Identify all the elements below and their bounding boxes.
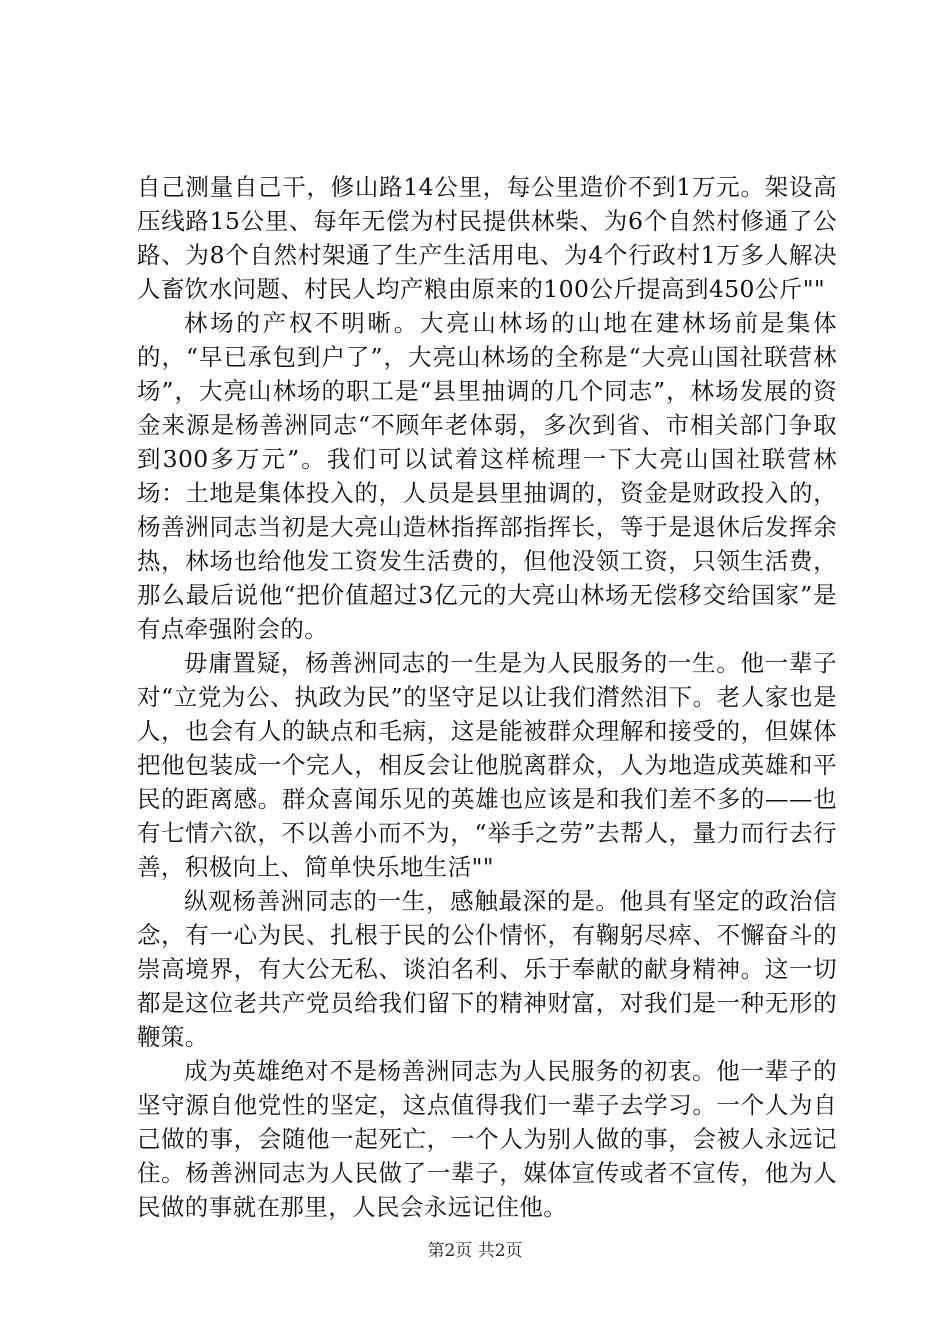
paragraph-reflection: 纵观杨善洲同志的一生，感触最深的是。他具有坚定的政治信念，有一心为民、扎根于民的公仆情怀，有鞠躬尽瘁、不懈奋斗的崇高境界，有大公无私、谈泊名利、乐于奉献的献身精神。这一切都是这位老共产党员给我们留下的精神财富，对我们是一种无形的鞭策。 <box>137 887 837 1051</box>
paragraph-serving-people: 毋庸置疑，杨善洲同志的一生是为人民服务的一生。他一辈子对“立党为公、执政为民”的坚守足以让我们潸然泪下。老人家也是人，也会有人的缺点和毛病，这是能被群众理解和接受的，但媒体把他包装成一个完人，相反会让他脱离群众，人为地造成英雄和平民的距离感。群众喜闻乐见的英雄也应该是和我们差不多的——也有七情六欲，不以善小而不为，“举手之劳”去帮人，量力而行去行善，积极向上、简单快乐地生活"" <box>137 649 837 881</box>
document-body <box>137 170 837 1224</box>
paragraph-continuation: 自己测量自己干，修山路14公里，每公里造价不到1万元。架设高压线路15公里、每年无偿为村民提供林柴、为6个自然村修通了公路、为8个自然村架通了生产生活用电、为4个行政村1万多人解决人畜饮水问题、村民人均产粮由原来的100公斤提高到450公斤"" <box>137 173 837 303</box>
page-number-footer: 第2页 共2页 <box>427 1241 523 1261</box>
paragraph-forest-property-rights: 林场的产权不明晰。大亮山林场的山地在建林场前是集体的，“早已承包到户了”，大亮山林场的全称是“大亮山国社联营林场”，大亮山林场的职工是“县里抽调的几个同志”，林场发展的资金来源是杨善洲同志“不顾年老体弱，多次到省、市相关部门争取到300多万元”。我们可以试着这样梳理一下大亮山国社联营林场：土地是集体投入的，人员是县里抽调的，资金是财政投入的，杨善洲同志当初是大亮山造林指挥部指挥长，等于是退休后发挥余热，林场也给他发工资发生活费的，但他没领工资，只领生活费，那么最后说他“把价值超过3亿元的大亮山林场无偿移交给国家”是有点牵强附会的。 <box>137 309 837 643</box>
paragraph-conclusion: 成为英雄绝对不是杨善洲同志为人民服务的初衷。他一辈子的坚守源自他党性的坚定，这点值得我们一辈子去学习。一个人为自己做的事，会随他一起死亡，一个人为别人做的事，会被人永远记住。杨善洲同志为人民做了一辈子，媒体宣传或者不宣传，他为人民做的事就在那里，人民会永远记住他。 <box>137 1057 837 1221</box>
